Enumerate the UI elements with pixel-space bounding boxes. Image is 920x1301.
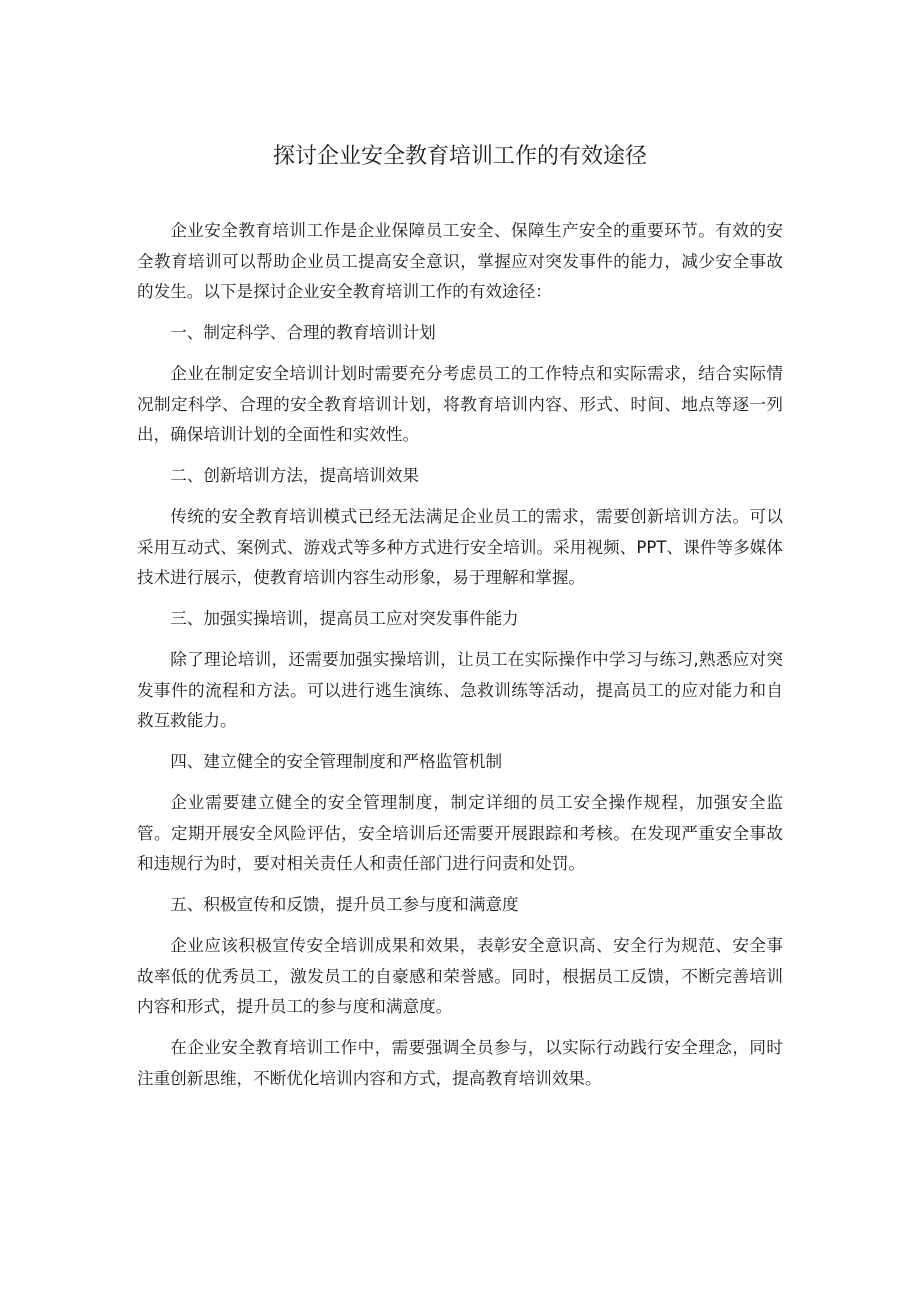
conclusion-paragraph: 在企业安全教育培训工作中，需要强调全员参与，以实际行动践行安全理念，同时注重创新思维，不断优化培训内容和方式，提高教育培训效果。 (137, 1038, 783, 1088)
document-body (137, 216, 783, 1094)
section-heading-1: 一、制定科学、合理的教育培训计划 (170, 323, 436, 342)
document-title: 探讨企业安全教育培训工作的有效途径 (272, 144, 647, 169)
section-heading-2: 二、创新培训方法，提高培训效果 (170, 466, 420, 485)
section-body-3: 除了理论培训，还需要加强实操培训，让员工在实际操作中学习与练习,熟悉应对突发事件的流程和方法。可以进行逃生演练、急救训练等活动，提高员工的应对能力和自救互救能力。 (137, 650, 783, 730)
section-heading-5: 五、积极宣传和反馈，提升员工参与度和满意度 (170, 895, 519, 914)
section-body-5: 企业应该积极宣传安全培训成果和效果，表彰安全意识高、安全行为规范、安全事故率低的优秀员工，激发员工的自豪感和荣誉感。同时，根据员工反馈，不断完善培训内容和形式，提升员工的参与度和满意度。 (137, 936, 783, 1016)
intro-paragraph: 企业安全教育培训工作是企业保障员工安全、保障生产安全的重要环节。有效的安全教育培训可以帮助企业员工提高安全意识，掌握应对突发事件的能力，减少安全事故的发生。以下是探讨企业安全教育培训工作的有效途径： (137, 221, 783, 301)
section-heading-3: 三、加强实操培训，提高员工应对突发事件能力 (170, 609, 519, 628)
section-body-4: 企业需要建立健全的安全管理制度，制定详细的员工安全操作规程，加强安全监管。定期开展安全风险评估，安全培训后还需要开展跟踪和考核。在发现严重安全事故和违规行为时，要对相关责任人和责任部门进行问责和处罚。 (137, 793, 783, 873)
section-body-2: 传统的安全教育培训模式已经无法满足企业员工的需求，需要创新培训方法。可以采用互动式、案例式、游戏式等多种方式进行安全培训。采用视频、PPT、课件等多媒体技术进行展示，使教育培训内容生动形象，易于理解和掌握。 (137, 507, 783, 587)
section-body-1: 企业在制定安全培训计划时需要充分考虑员工的工作特点和实际需求，结合实际情况制定科学、合理的安全教育培训计划，将教育培训内容、形式、时间、地点等逐一列出，确保培训计划的全面性和实效性。 (137, 364, 783, 444)
section-heading-4: 四、建立健全的安全管理制度和严格监管机制 (170, 752, 503, 771)
